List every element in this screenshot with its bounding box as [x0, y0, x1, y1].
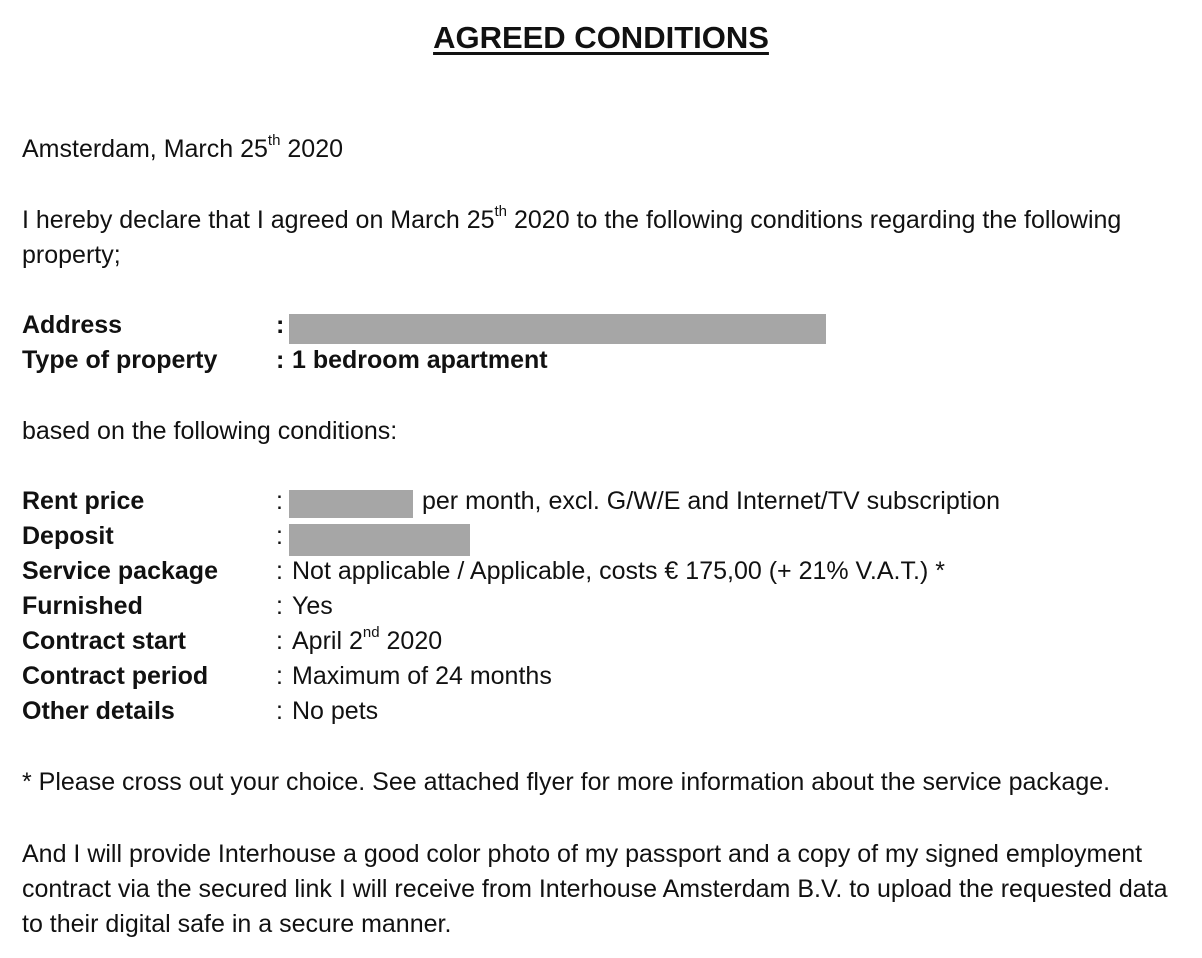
- service-row: [22, 554, 1182, 589]
- rent-suffix: per month, excl. G/W/E and Internet/TV subscription: [422, 487, 1001, 515]
- furnished-value: Yes: [292, 592, 333, 620]
- furnished-label: Furnished: [22, 592, 143, 620]
- service-value: Not applicable / Applicable, costs € 175,00 (+ 21% V.A.T.) *: [292, 557, 945, 585]
- deposit-row: [22, 519, 1182, 554]
- address-redaction: [289, 314, 826, 344]
- furnished-row: [22, 589, 1182, 624]
- closing-paragraph: And I will provide Interhouse a good color photo of my passport and a copy of my signed employment contract via the secured link I will receive from Interhouse Amsterdam B.V. to upload the requested data to their digital safe in a secure manner.: [22, 840, 1168, 938]
- property-type-value: 1 bedroom apartment: [292, 346, 548, 374]
- contract-start-row: [22, 624, 1182, 659]
- contract-start-label: Contract start: [22, 627, 186, 655]
- document-title: AGREED CONDITIONS: [433, 20, 769, 55]
- contract-start-colon: :: [276, 627, 283, 655]
- rent-redaction: [289, 490, 413, 518]
- date-line: Amsterdam, March 25th 2020: [22, 131, 343, 163]
- service-label: Service package: [22, 557, 218, 585]
- rent-label: Rent price: [22, 487, 145, 515]
- contract-period-label: Contract period: [22, 662, 209, 690]
- address-label: Address: [22, 311, 123, 339]
- property-type-row: [22, 343, 1182, 378]
- other-details-value: No pets: [292, 697, 379, 725]
- other-details-row: [22, 694, 1182, 729]
- furnished-colon: :: [276, 592, 283, 620]
- rent-row: [22, 484, 1182, 519]
- contract-period-row: [22, 659, 1182, 694]
- footnote: * Please cross out your choice. See attached flyer for more information about the service package.: [22, 768, 1111, 796]
- conditions-intro: based on the following conditions:: [22, 417, 398, 445]
- property-type-colon: :: [276, 346, 285, 374]
- property-type-label: Type of property: [22, 346, 218, 374]
- deposit-redaction: [289, 524, 470, 556]
- deposit-label: Deposit: [22, 522, 114, 550]
- deposit-colon: :: [276, 522, 283, 550]
- contract-start-value: April 2nd 2020: [292, 623, 443, 655]
- rent-colon: :: [276, 487, 283, 515]
- contract-period-colon: :: [276, 662, 283, 690]
- contract-period-value: Maximum of 24 months: [292, 662, 552, 690]
- service-colon: :: [276, 557, 283, 585]
- other-details-colon: :: [276, 697, 283, 725]
- address-colon: :: [276, 311, 285, 339]
- other-details-label: Other details: [22, 697, 175, 725]
- declaration-paragraph: I hereby declare that I agreed on March 25th 2020 to the following conditions regarding the following property;: [22, 202, 1122, 269]
